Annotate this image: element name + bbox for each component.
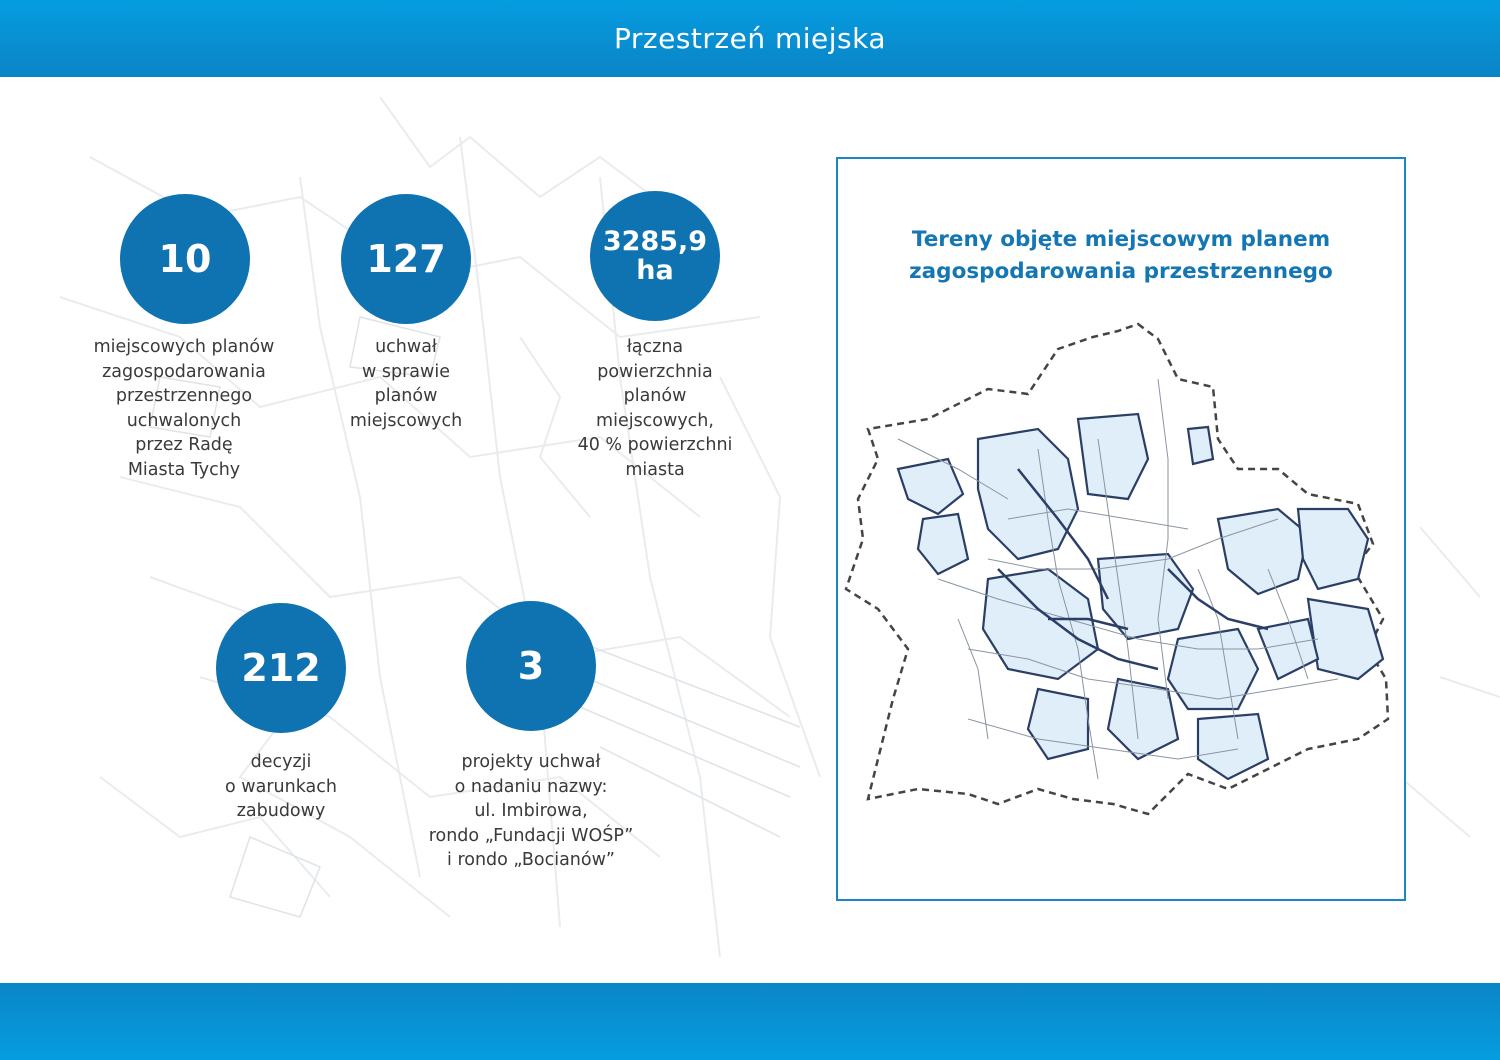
stat-circle-naming-projects: 3 <box>466 601 596 731</box>
city-plan-map <box>838 319 1404 839</box>
page-title: Przestrzeń miejska <box>613 22 886 55</box>
map-panel <box>836 157 1406 901</box>
stat-label-decisions: decyzji o warunkach zabudowy <box>225 752 337 821</box>
stat-circle-resolutions: 127 <box>341 194 471 324</box>
stat-circle-local-plans: 10 <box>120 194 250 324</box>
stat-label-local-plans: miejscowych planów zagospodarowania przestrzennego uchwalonych przez Radę Miasta Tychy <box>93 337 275 480</box>
map-title: Tereny objęte miejscowym planem zagospodarowania przestrzennego <box>909 227 1333 284</box>
stat-circle-decisions: 212 <box>216 603 346 733</box>
header-bar <box>0 0 1500 77</box>
stat-circle-total-area: 3285,9 ha <box>590 191 720 321</box>
footer-bar <box>0 983 1500 1060</box>
stat-label-naming-projects: projekty uchwał o nadaniu nazwy: ul. Imbirowa, rondo „Fundacji WOŚP” i rondo „Bocianów” <box>428 752 634 870</box>
plan-area <box>1188 427 1213 464</box>
plan-area <box>1168 629 1258 709</box>
stat-label-resolutions: uchwał w sprawie planów miejscowych <box>349 337 463 431</box>
stat-label-total-area: łączna powierzchnia planów miejscowych, 40 % powierzchni miasta <box>577 337 733 480</box>
